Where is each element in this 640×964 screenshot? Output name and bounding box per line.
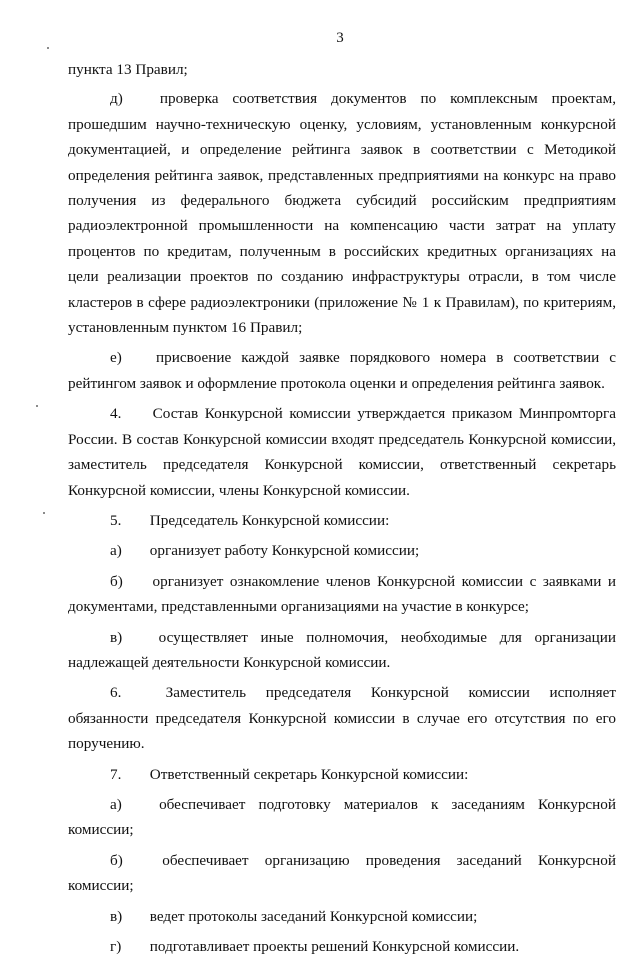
paragraph-7-b [68,848,616,899]
paragraph-text: пункта 13 Правил; [68,61,188,78]
paragraph-text: обеспечивает подготовку материалов к заседаниям Конкурсной комиссии; [68,795,617,839]
scan-speck [47,47,49,49]
item-marker: 5. [110,511,122,529]
item-marker: д) [110,90,123,108]
paragraph-5-a [68,538,616,563]
paragraph-7-a [68,792,616,843]
item-marker: б) [110,851,123,869]
paragraph-text: обеспечивает организацию проведения заседаний Конкурсной комиссии; [68,851,616,895]
item-marker: в) [110,907,123,925]
paragraph-text: подготавливает проекты решений Конкурсной комиссии. [149,938,520,955]
item-marker: е) [110,349,122,367]
item-marker: б) [110,572,123,590]
paragraph-7-g [68,934,616,959]
paragraph-text: организует работу Конкурсной комиссии; [149,542,420,560]
paragraph-7 [68,762,616,787]
paragraph-text: проверка соответствия документов по комплексным проектам, прошедшим научно-техническую оценку, условиям, установленным конкурсной документацией, и определение рейтинга заявок в соответствии с Методикой определения рейтинга заявок, представленных предприятиями на конкурс на право получения из федерального бюджета субсидий российским предприятиям радиоэлектронной промышленности на компенсацию части затрат на уплату процентов по кредитам, полученным в российских кредитных организациях на цели реализации проектов по созданию инфраструктуры отрасли, в том числе кластеров в сфере радиоэлектроники (приложение № 1 к Правилам), по критериям, установленным пунктом 16 Правил; [68,90,617,337]
paragraph-7-v [68,904,616,929]
scan-speck [43,512,45,514]
paragraph-continuation [68,57,616,82]
paragraph-5 [68,508,616,533]
document-body [68,57,616,964]
paragraph-text: ведет протоколы заседаний Конкурсной комиссии; [149,907,478,925]
item-marker: 4. [110,405,122,423]
scan-speck [36,405,38,407]
item-marker: г) [110,938,122,955]
paragraph-5-b [68,569,616,620]
paragraph-4 [68,401,616,503]
paragraph-5-v [68,625,616,676]
item-marker: 7. [110,765,122,783]
item-marker: а) [110,795,122,813]
paragraph-6 [68,680,616,756]
item-marker: в) [110,628,123,646]
item-marker: 6. [110,684,122,702]
paragraph-item-d [68,86,616,340]
paragraph-text: Председатель Конкурсной комиссии: [149,511,390,529]
paragraph-text: организует ознакомление членов Конкурсной комиссии с заявками и документами, представленными организациями на участие в конкурсе; [68,572,616,616]
item-marker: а) [110,542,122,560]
paragraph-text: присвоение каждой заявке порядкового номера в соответствии с рейтингом заявок и оформление протокола оценки и определения рейтинга заявок. [68,349,617,392]
paragraph-text: Ответственный секретарь Конкурсной комиссии: [149,765,469,783]
paragraph-text: Заместитель председателя Конкурсной комиссии исполняет обязанности председателя Конкурсной комиссии в случае его отсутствия по его поручению. [68,684,617,753]
page-number: 3 [336,30,344,46]
paragraph-item-e [68,345,616,396]
paragraph-text: Состав Конкурсной комиссии утверждается приказом Минпромторга России. В состав Конкурсной комиссии входят председатель Конкурсной комиссии, заместитель председателя Конкурсной комиссии, ответственный секретарь Конкурсной комиссии, члены Конкурсной комиссии. [68,405,616,499]
paragraph-text: осуществляет иные полномочия, необходимые для организации надлежащей деятельности Конкурсной комиссии. [68,628,617,671]
